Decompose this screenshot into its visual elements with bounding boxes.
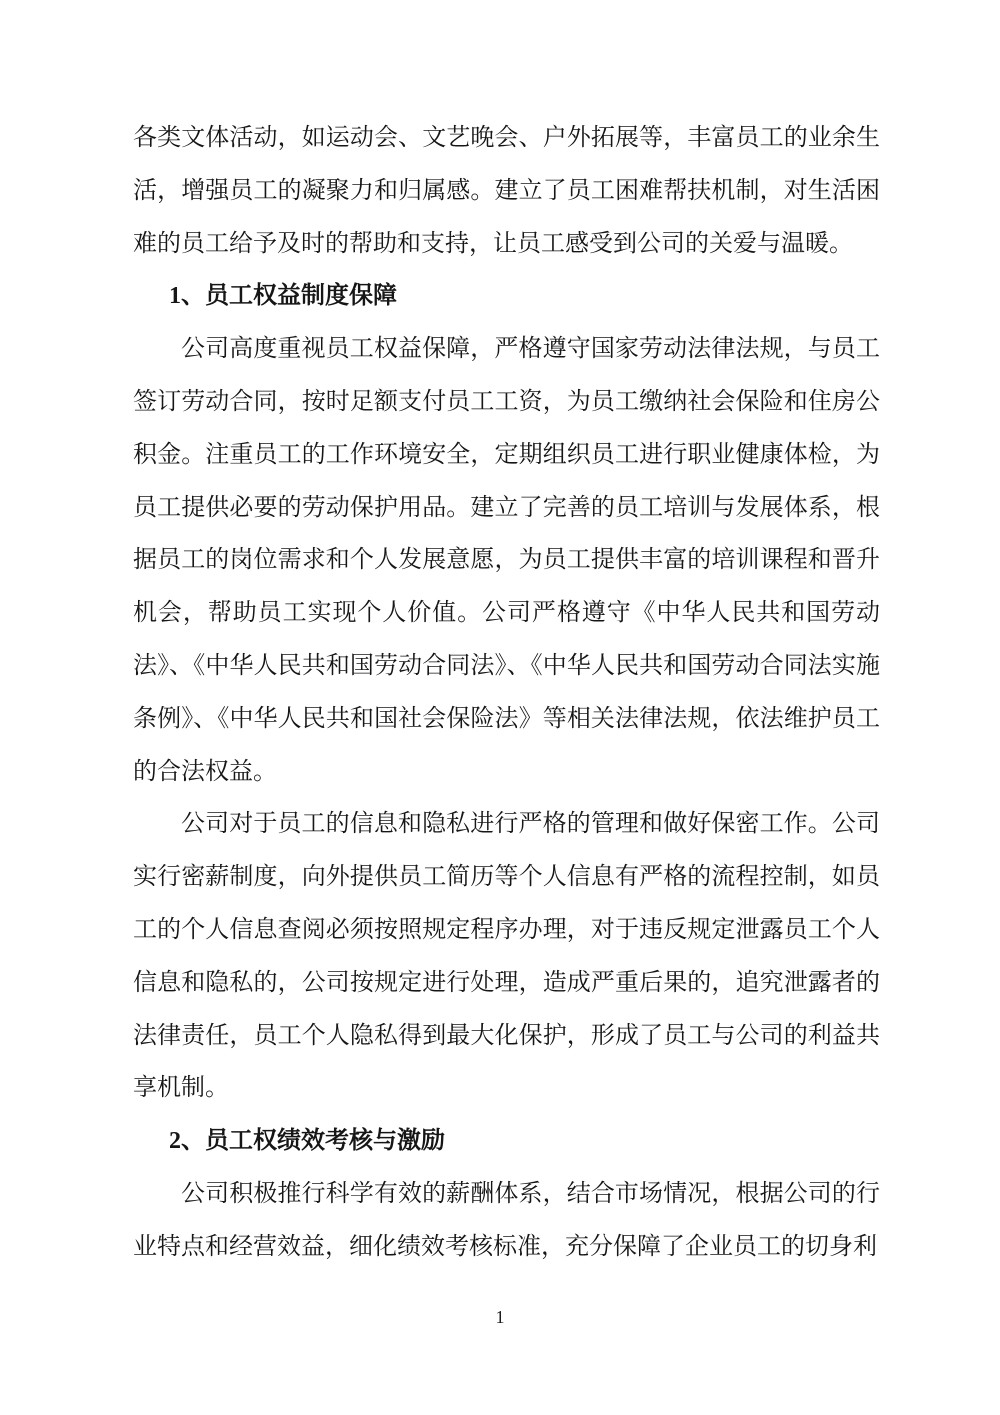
intro-paragraph: 各类文体活动，如运动会、文艺晚会、户外拓展等，丰富员工的业余生活，增强员工的凝聚力和归属感。建立了员工困难帮扶机制，对生活困难的员工给予及时的帮助和支持，让员工感受到公司的关爱与温暖。: [133, 125, 880, 257]
document-body: [133, 112, 880, 1274]
section-1-paragraph-2: 公司对于员工的信息和隐私进行严格的管理和做好保密工作。公司实行密薪制度，向外提供员工简历等个人信息有严格的流程控制，如员工的个人信息查阅必须按照规定程序办理，对于违反规定泄露员工个人信息和隐私的，公司按规定进行处理，造成严重后果的，追究泄露者的法律责任，员工个人隐私得到最大化保护，形成了员工与公司的利益共享机制。: [133, 811, 880, 1102]
section-1-heading: 1、员工权益制度保障: [169, 283, 397, 310]
section-2-heading: 2、员工权绩效考核与激励: [169, 1128, 445, 1155]
page-number: 1: [495, 1307, 505, 1327]
section-1-paragraph-1: 公司高度重视员工权益保障，严格遵守国家劳动法律法规，与员工签订劳动合同，按时足额支付员工工资，为员工缴纳社会保险和住房公积金。注重员工的工作环境安全，定期组织员工进行职业健康体检，为员工提供必要的劳动保护用品。建立了完善的员工培训与发展体系，根据员工的岗位需求和个人发展意愿，为员工提供丰富的培训课程和晋升机会，帮助员工实现个人价值。公司严格遵守《中华人民共和国劳动法》、《中华人民共和国劳动合同法》、《中华人民共和国劳动合同法实施条例》、《中华人民共和国社会保险法》等相关法律法规，依法维护员工的合法权益。: [133, 336, 880, 785]
section-2-paragraph-1: 公司积极推行科学有效的薪酬体系，结合市场情况，根据公司的行业特点和经营效益，细化绩效考核标准，充分保障了企业员工的切身利: [133, 1180, 880, 1260]
